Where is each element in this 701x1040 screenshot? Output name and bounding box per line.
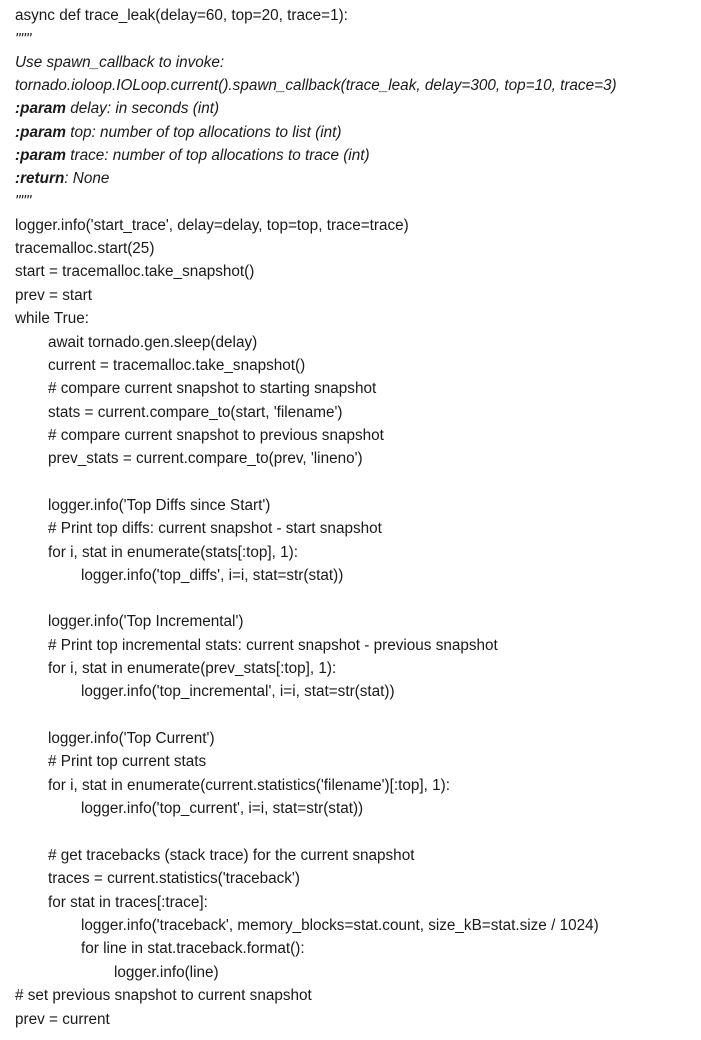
code-line: for i, stat in enumerate(current.statistics('filename')[:top], 1): xyxy=(48,777,451,794)
code-line: start = tracemalloc.take_snapshot() xyxy=(15,263,255,280)
docstring-close: """ xyxy=(15,193,32,210)
code-line: logger.info('Top Diffs since Start') xyxy=(48,497,271,514)
code-line: logger.info('Top Incremental') xyxy=(48,613,244,630)
docstring-text: trace: number of top allocations to trace (int) xyxy=(66,147,370,164)
code-line: current = tracemalloc.take_snapshot() xyxy=(48,357,306,374)
code-comment: # compare current snapshot to previous snapshot xyxy=(48,427,384,444)
docstring-text: top: number of top allocations to list (int) xyxy=(66,124,342,141)
docstring-line: tornado.ioloop.IOLoop.current().spawn_callback(trace_leak, delay=300, top=10, trace=3) xyxy=(15,77,617,94)
docstring-param-line xyxy=(15,144,370,168)
docstring-return-line xyxy=(15,167,109,191)
code-comment: # get tracebacks (stack trace) for the current snapshot xyxy=(48,847,415,864)
code-comment: # set previous snapshot to current snapshot xyxy=(15,987,312,1004)
code-line: async def trace_leak(delay=60, top=20, trace=1): xyxy=(15,7,348,24)
code-line: logger.info('top_current', i=i, stat=str(stat)) xyxy=(81,800,364,817)
code-line: prev = start xyxy=(15,287,92,304)
docstring-keyword: :return xyxy=(15,170,65,187)
code-line: prev_stats = current.compare_to(prev, 'lineno') xyxy=(48,450,363,467)
docstring-text: delay: in seconds (int) xyxy=(66,100,220,117)
code-line: traces = current.statistics('traceback') xyxy=(48,870,300,887)
code-line: logger.info('start_trace', delay=delay, top=top, trace=trace) xyxy=(15,217,409,234)
code-line: logger.info('top_diffs', i=i, stat=str(stat)) xyxy=(81,567,344,584)
docstring-param-line xyxy=(15,121,342,145)
code-line: stats = current.compare_to(start, 'filename') xyxy=(48,404,343,421)
docstring-text: : None xyxy=(64,170,110,187)
docstring-param-line xyxy=(15,97,219,121)
docstring-keyword: :param xyxy=(15,147,67,164)
code-line: await tornado.gen.sleep(delay) xyxy=(48,334,258,351)
docstring-open: """ xyxy=(15,31,32,48)
code-line: prev = current xyxy=(15,1011,110,1028)
docstring-keyword: :param xyxy=(15,124,67,141)
code-comment: # Print top incremental stats: current snapshot - previous snapshot xyxy=(48,637,498,654)
docstring-line: Use spawn_callback to invoke: xyxy=(15,54,225,71)
code-line: for i, stat in enumerate(prev_stats[:top], 1): xyxy=(48,660,337,677)
code-line: for stat in traces[:trace]: xyxy=(48,894,208,911)
code-comment: # compare current snapshot to starting snapshot xyxy=(48,380,377,397)
code-line: logger.info(line) xyxy=(114,964,219,981)
code-line: tracemalloc.start(25) xyxy=(15,240,155,257)
code-line: logger.info('top_incremental', i=i, stat=str(stat)) xyxy=(81,683,395,700)
docstring-keyword: :param xyxy=(15,100,67,117)
code-comment: # Print top diffs: current snapshot - start snapshot xyxy=(48,520,382,537)
code-line: for i, stat in enumerate(stats[:top], 1): xyxy=(48,544,298,561)
code-line: while True: xyxy=(15,310,89,327)
code-line: for line in stat.traceback.format(): xyxy=(81,940,305,957)
code-line: logger.info('Top Current') xyxy=(48,730,215,747)
code-comment: # Print top current stats xyxy=(48,753,207,770)
code-line: logger.info('traceback', memory_blocks=stat.count, size_kB=stat.size / 1024) xyxy=(81,917,599,934)
